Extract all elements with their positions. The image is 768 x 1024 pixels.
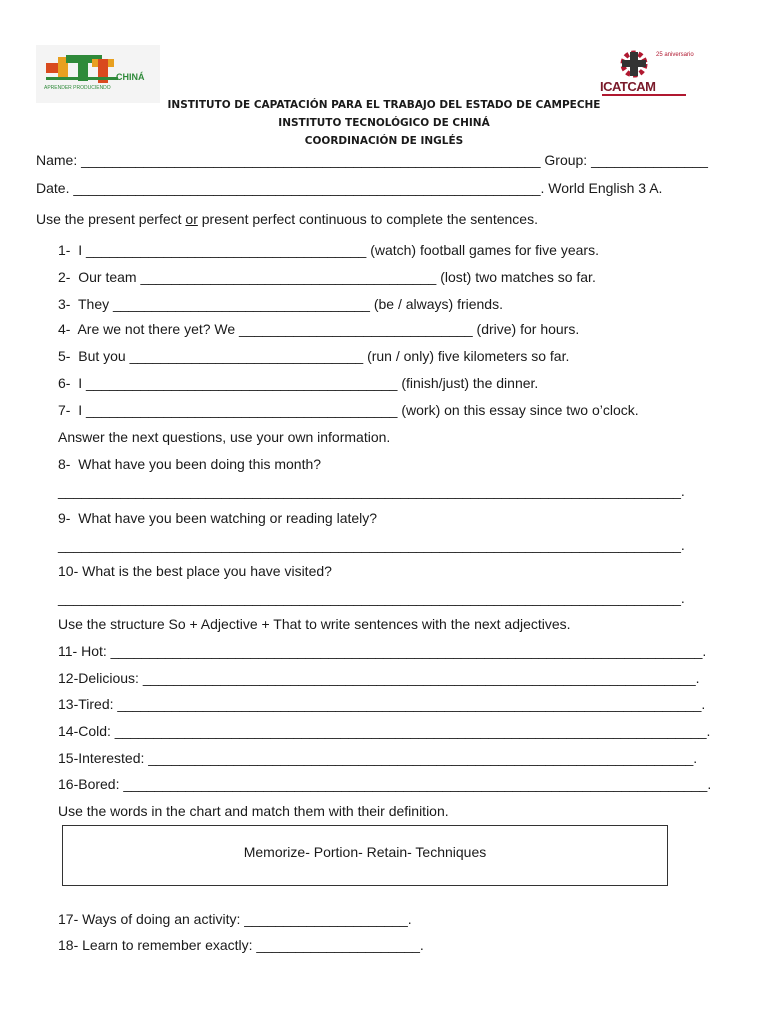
adjective-item-11[interactable]: 11- Hot: ____________________________________________________________________________. <box>58 643 707 659</box>
answer-line-8[interactable]: ________________________________________________________________________________. <box>58 483 685 499</box>
exercise-item-2[interactable]: 2- Our team ______________________________________ (lost) two matches so far. <box>58 269 596 285</box>
question-8: 8- What have you been doing this month? <box>58 456 322 472</box>
logo-anniversary: 25 aniversario <box>656 52 694 58</box>
logo-tagline: APRENDER PRODUCIENDO <box>44 85 111 91</box>
adjective-item-14[interactable]: 14-Cold: ____________________________________________________________________________. <box>58 723 711 739</box>
date-field[interactable]: Date. ____________________________________________________________. World English 3 A. <box>36 180 663 196</box>
header-line-1: INSTITUTO DE CAPATACIÓN PARA EL TRABAJO DEL ESTADO DE CAMPECHE <box>167 99 601 111</box>
question-9: 9- What have you been watching or reading lately? <box>58 510 378 526</box>
section3-instruction: Use the structure So + Adjective + That to write sentences with the next adjectives. <box>58 616 571 632</box>
answer-line-9[interactable]: ________________________________________________________________________________. <box>58 537 685 553</box>
header-line-3: COORDINACIÓN DE INGLÉS <box>304 135 464 147</box>
word-chart-box <box>62 825 668 886</box>
section4-instruction: Use the words in the chart and match them with their definition. <box>58 803 449 819</box>
match-item-18[interactable]: 18- Learn to remember exactly: _____________________. <box>58 937 424 953</box>
section2-instruction: Answer the next questions, use your own information. <box>58 429 391 445</box>
match-item-17[interactable]: 17- Ways of doing an activity: _____________________. <box>58 911 412 927</box>
logo-acronym: ICATCAM <box>600 79 656 94</box>
adjective-item-16[interactable]: 16-Bored: ___________________________________________________________________________. <box>58 776 712 792</box>
word-chart-text: Memorize- Portion- Retain- Techniques <box>243 844 487 860</box>
section1-instruction: Use the present perfect or present perfect continuous to complete the sentences. <box>36 211 538 227</box>
adjective-item-13[interactable]: 13-Tired: ___________________________________________________________________________. <box>58 696 706 712</box>
institute-logo-left <box>36 45 160 103</box>
name-group-field[interactable]: Name: ___________________________________________________________ Group: _______________ <box>36 152 708 168</box>
exercise-item-7[interactable]: 7- I ________________________________________ (work) on this essay since two o’clock. <box>58 402 639 418</box>
exercise-item-1[interactable]: 1- I ____________________________________ (watch) football games for five years. <box>58 242 599 258</box>
question-10: 10- What is the best place you have visited? <box>58 563 332 579</box>
answer-line-10[interactable]: ________________________________________________________________________________. <box>58 590 685 606</box>
exercise-item-4[interactable]: 4- Are we not there yet? We ______________________________ (drive) for hours. <box>58 321 580 337</box>
exercise-item-5[interactable]: 5- But you ______________________________ (run / only) five kilometers so far. <box>58 348 570 364</box>
logo-brand-text: CHINÁ <box>116 72 145 82</box>
header-line-2: INSTITUTO TECNOLÓGICO DE CHINÁ <box>278 117 490 129</box>
exercise-item-3[interactable]: 3- They _________________________________ (be / always) friends. <box>58 296 503 312</box>
adjective-item-15[interactable]: 15-Interested: ______________________________________________________________________. <box>58 750 698 766</box>
exercise-item-6[interactable]: 6- I ________________________________________ (finish/just) the dinner. <box>58 375 539 391</box>
adjective-item-12[interactable]: 12-Delicious: _______________________________________________________________________. <box>58 670 700 686</box>
icatcam-logo <box>596 48 694 104</box>
